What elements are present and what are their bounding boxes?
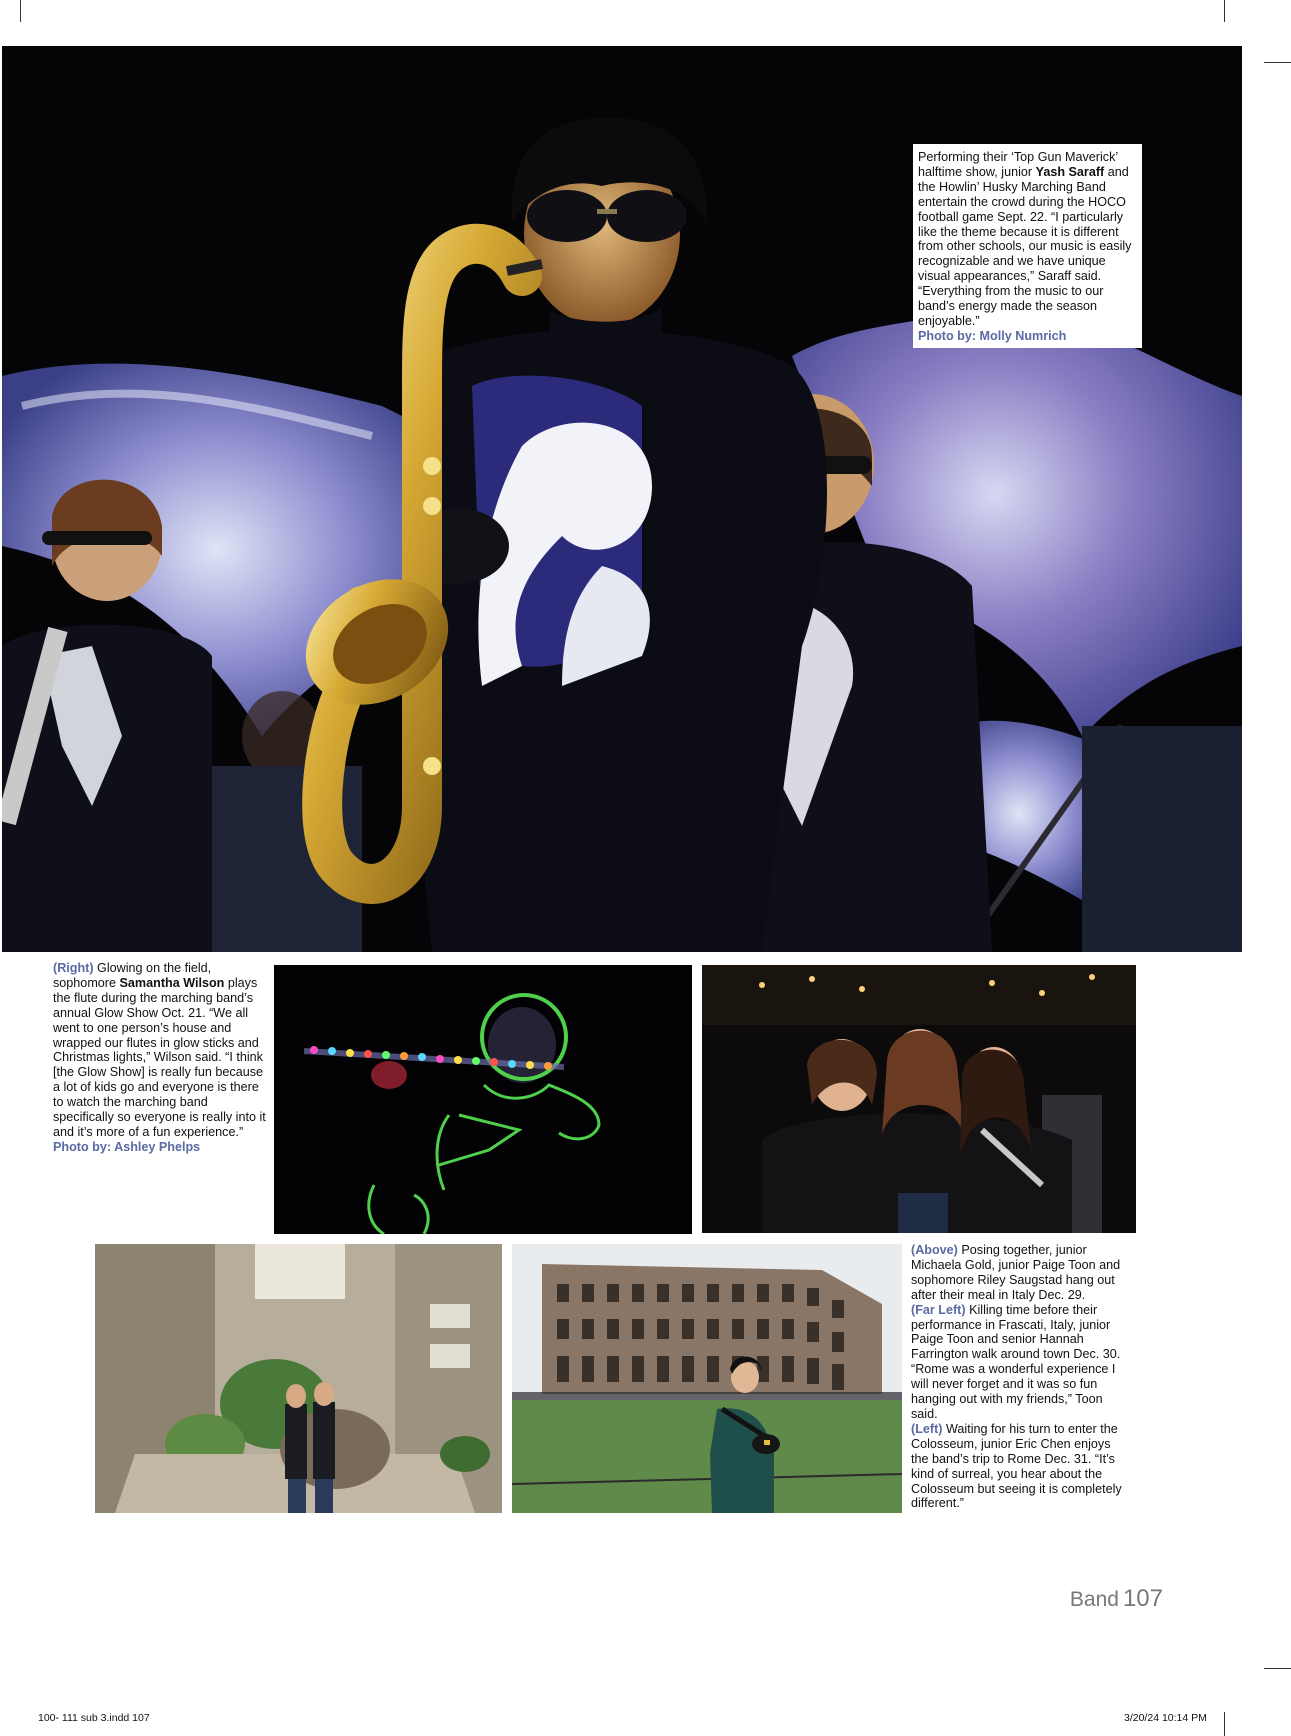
caption-label-left: (Left) xyxy=(911,1421,943,1436)
slug-timestamp: 3/20/24 10:14 PM xyxy=(1124,1712,1207,1724)
colosseum-photo xyxy=(512,1244,902,1513)
caption-label-far-left: (Far Left) xyxy=(911,1302,966,1317)
crop-mark-bottom-right xyxy=(1224,1712,1225,1736)
crop-mark-right-upper xyxy=(1264,62,1291,63)
glow-caption-name: Samantha Wilson xyxy=(119,975,225,990)
glow-show-caption xyxy=(53,961,268,1155)
frascati-fountain-photo xyxy=(95,1244,502,1513)
left-caption-text: Waiting for his turn to enter the Colosseum, junior Eric Chen enjoys the band’s trip to Rome Dec. 31. “It’s kind of surreal, you hear about the Colosseum but seeing it is completely different.” xyxy=(911,1421,1122,1511)
italy-trip-caption xyxy=(911,1243,1131,1511)
crop-mark-top-left xyxy=(20,0,21,22)
glow-show-flute-photo xyxy=(274,965,692,1234)
caption-label-right: (Right) xyxy=(53,961,94,975)
crop-mark-right-lower xyxy=(1264,1668,1291,1669)
main-caption-name: Yash Saraff xyxy=(1035,164,1105,179)
folio-page-number: 107 xyxy=(1122,1585,1163,1612)
italy-group-photo xyxy=(702,965,1136,1233)
page-folio xyxy=(1070,1585,1163,1613)
main-photo-credit: Photo by: Molly Numrich xyxy=(918,328,1067,343)
glow-caption-lead: Glowing on the field, sophomore xyxy=(53,961,212,990)
main-caption-body: and the Howlin’ Husky Marching Band entertain the crowd during the HOCO football game Sept. 22. “I particularly like the theme because it is different from other schools, our music is easily recognizable and we have unique visual appearances,” Saraff said. “Everything from the music to our band’s energy made the season enjoyable.” xyxy=(918,164,1132,328)
far-left-caption-text: Killing time before their performance in Frascati, Italy, junior Paige Toon and senior Hannah Farrington walk around town Dec. 30. “Rome was a wonderful experience I will never forget and it was so fun hanging out with my friends,” Toon said. xyxy=(911,1302,1121,1421)
crop-mark-top-right xyxy=(1224,0,1225,22)
folio-section: Band xyxy=(1069,1588,1119,1611)
caption-label-above: (Above) xyxy=(911,1243,958,1257)
main-photo-caption xyxy=(913,144,1142,348)
above-caption-text: Posing together, junior Michaela Gold, junior Paige Toon and sophomore Riley Saugstad hang out after their meal in Italy Dec. 29. xyxy=(911,1243,1121,1302)
slug-file-name: 100- 111 sub 3.indd 107 xyxy=(38,1712,150,1724)
glow-caption-body: plays the flute during the marching band’s annual Glow Show Oct. 21. “We all went to one person’s house and wrapped our flutes in glow sticks and Christmas lights,” Wilson said. “I think [the Glow Show] is really fun because a lot of kids go and everyone is there to watch the marching band specifically so everyone is really into it and it’s more of a fun experience.” xyxy=(53,975,266,1139)
main-caption-lead: Performing their ‘Top Gun Maverick’ halftime show, junior xyxy=(918,150,1118,179)
glow-photo-credit: Photo by: Ashley Phelps xyxy=(53,1139,201,1154)
